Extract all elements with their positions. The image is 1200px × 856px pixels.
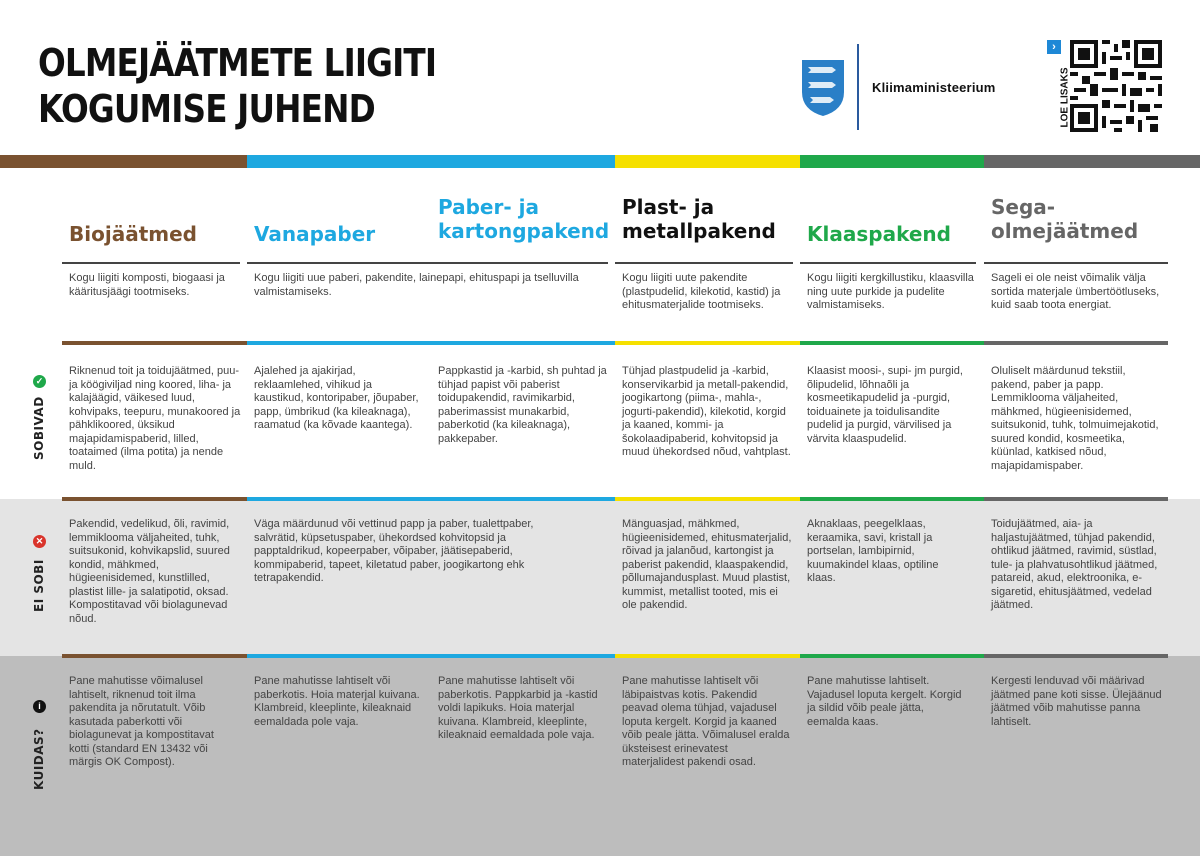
divider-glass [800,497,984,501]
row-label-text: EI SOBI [32,559,46,612]
divider-mixed [984,497,1168,501]
kuidas-segaolme: Kergesti lenduvad või määrivad jäätmed pane koti sisse. Ülejäänud jäätmed võib mahutisse panna lahtiselt. [991,675,1162,728]
row-label-text: KUIDAS? [32,728,46,790]
divider-bio [62,341,247,345]
color-band-glass [800,155,984,168]
ei-sobi-segaolme: Toidujäätmed, aia- ja haljastujäätmed, tühjad pakendid, ohtlikud jäätmed, ravimid, süstlad, tule- ja plahvatusohtlikud jäätmed, patareid, akud, elektroonika, e-sigaretid, ehitusjäätmed, vedelad jäätmed. [991,518,1158,611]
check-icon: ✓ [33,375,46,388]
kuidas-vanapaber: Pane mahutisse lahtiselt või paberkotis. Hoia materjal kuivana. Klambreid, kleeplinte, kileaknaid eemaldada pole vaja. [254,675,420,728]
divider-paper [247,341,615,345]
info-icon: i [33,700,46,713]
heading-underline [247,262,608,264]
divider-glass [800,341,984,345]
color-band-bio [0,155,247,168]
description-segaolme: Sageli ei ole neist võimalik välja sortida materjale ümbertöötluseks, kuid saab toota energiat. [991,272,1160,311]
row-label-kuidas [22,700,62,810]
heading-paber-kartongpakend: Paber- ja kartongpakend [438,195,610,243]
divider-paper [247,497,615,501]
color-band-mixed [984,155,1200,168]
sobivad-klaas: Klaasist moosi-, supi- jm purgid, õlipudelid, lõhnaõli ja kosmeetikapudelid ja -purgid, toiduainete ja toidulisandite pudelid ja purgid, värvilised ja värvita klaaspudelid. [807,365,963,445]
title-line-1: OLMEJÄÄTMETE LIIGITI [38,41,437,85]
heading-vanapaber: Vanapaber [254,222,376,246]
logo-divider [857,44,859,130]
heading-underline [615,262,793,264]
sobivad-segaolme: Oluliselt määrdunud tekstiil, pakend, paber ja papp. Lemmiklooma väljaheited, mähkmed, hügieenisidemed, suitsukonid, tuhk, tolmuimejakotid, suured kondid, kosmeetika, küünlad, katkised nõud, majapidamispaber. [991,365,1159,472]
divider-mixed [984,654,1168,658]
ei-sobi-klaas: Aknaklaas, peegelklaas, keraamika, savi, kristall ja portselan, lambipirnid, kuumakindel klaas, optiline klaas. [807,518,939,584]
divider-plastic [615,341,800,345]
ei-sobi-plast: Mänguasjad, mähkmed, hügieenisidemed, ehitusmaterjalid, rõivad ja jalanõud, kartongist ja paberist pakendid, klaaspakendid, põllumajandusplast. Muud plastist, kummist, metallist tooted, mis ei ole pakendid. [622,518,792,611]
ei-sobi-biojaatmed: Pakendid, vedelikud, õli, ravimid, lemmiklooma väljaheited, tuhk, suitsukonid, kohvikapslid, suured kondid, mähkmed, hügieenisidemed, kunstlilled, plastist lille- ja salatipotid, oksad. Kompostitavad või biolagunevad nõud. [69,518,230,625]
row-label-text: SOBIVAD [32,396,46,460]
divider-mixed [984,341,1168,345]
qr-code[interactable] [1070,40,1162,132]
divider-glass [800,654,984,658]
page-title [38,40,436,132]
divider-paper [247,654,615,658]
color-band-paper [247,155,615,168]
sobivad-vanapaber: Ajalehed ja ajakirjad, reklaamlehed, vihikud ja kaustikud, kontoripaber, jõupaber, papp, ümbrikud (ka kileaknaga), raamatud (ka kõvade kaantega). [254,365,419,431]
color-band-plastic [615,155,800,168]
description-paber: Kogu liigiti uue paberi, pakendite, lainepapi, ehituspapi ja tselluvilla valmistamiseks. [254,272,579,298]
sobivad-paberpakend: Pappkastid ja -karbid, sh puhtad ja tühjad papist või paberist toidupakendid, ravimikarbid, paberimassist munakarbid, paberkotid (ka kileaknaga), pakkepaber. [438,365,607,445]
heading-plast-metallpakend: Plast- ja metallpakend [622,195,776,243]
description-biojaatmed: Kogu liigiti komposti, biogaasi ja kääritusjäägi tootmiseks. [69,272,225,298]
heading-underline [984,262,1168,264]
arrow-right-icon: › [1047,40,1061,54]
kuidas-biojaatmed: Pane mahutisse võimalusel lahtiselt, riknenud toit ilma pakendita ja nõrutatult. Võib kasutada paberkotti või biolagunevat ja kompostitavat kotti (standard EN 13432 või märgis OK Compost). [69,675,214,768]
heading-biojaatmed: Biojäätmed [69,222,197,246]
divider-bio [62,497,247,501]
title-line-2: KOGUMISE JUHEND [38,87,375,131]
sobivad-biojaatmed: Riknenud toit ja toidujäätmed, puu- ja köögiviljad ning koored, liha- ja kalajäägid, väikesed luud, kohvipaks, teepuru, munakoored ja pähklikoored, üksikud majapidamispaberid, lilled, toataimed (ilma potita) ja nende muld. [69,365,241,472]
row-label-ei-sobi [22,535,62,625]
heading-klaaspakend: Klaaspakend [807,222,951,246]
divider-plastic [615,497,800,501]
divider-bio [62,654,247,658]
heading-underline [62,262,240,264]
heading-underline [800,262,976,264]
ministry-name: Kliimaministeerium [872,80,996,95]
description-plast: Kogu liigiti uute pakendite (plastpudelid, kilekotid, kastid) ja ehitusmaterjalide tootmiseks. [622,272,781,311]
kuidas-klaas: Pane mahutisse lahtiselt. Vajadusel loputa kergelt. Korgid ja sildid võib peale jätta, eemalda kaas. [807,675,962,728]
sobivad-plast: Tühjad plastpudelid ja -karbid, konservikarbid ja metall-pakendid, joogikartong (piima-, mahla-, jogurti-pakendid), kilekotid, korgid ja kaaned, kommi- ja šokolaadipaberid, kohvitopsid ja muud ühekordsed nõud, vahtplast. [622,365,791,458]
row-label-sobivad [22,370,62,470]
coat-of-arms-logo [800,58,846,118]
read-more-label: LOE LISAKS [1059,67,1071,128]
kuidas-plast: Pane mahutisse lahtiselt või läbipaistvas kotis. Pakendid peavad olema tühjad, vajadusel loputa kergelt. Korgid ja kaaned võib peale jätta. Võimalusel eralda üksteisest erinevatest materjalidest pakendi osad. [622,675,790,768]
ei-sobi-paber: Väga määrdunud või vettinud papp ja paber, tualettpaber, salvrätid, küpsetuspaber, ühekordsed kohvitopsid ja papptaldrikud, kopeerpaber, võipaber, jäätisepaberid, kommipaberid, tapeet, kiletatud paber, joogikartong ehk tetrapakendid. [254,518,534,584]
cross-icon: ✕ [33,535,46,548]
description-klaas: Kogu liigiti kergkillustiku, klaasvilla ning uute purkide ja pudelite valmistamiseks. [807,272,974,311]
divider-plastic [615,654,800,658]
heading-segaolmejaatmed: Sega- olmejäätmed [991,195,1139,243]
kuidas-paberpakend: Pane mahutisse lahtiselt või paberkotis. Pappkarbid ja -kastid voldi lapikuks. Hoia materjal kuivana. Klambreid, kleeplinte, kileaknaid eemaldada pole vaja. [438,675,598,741]
